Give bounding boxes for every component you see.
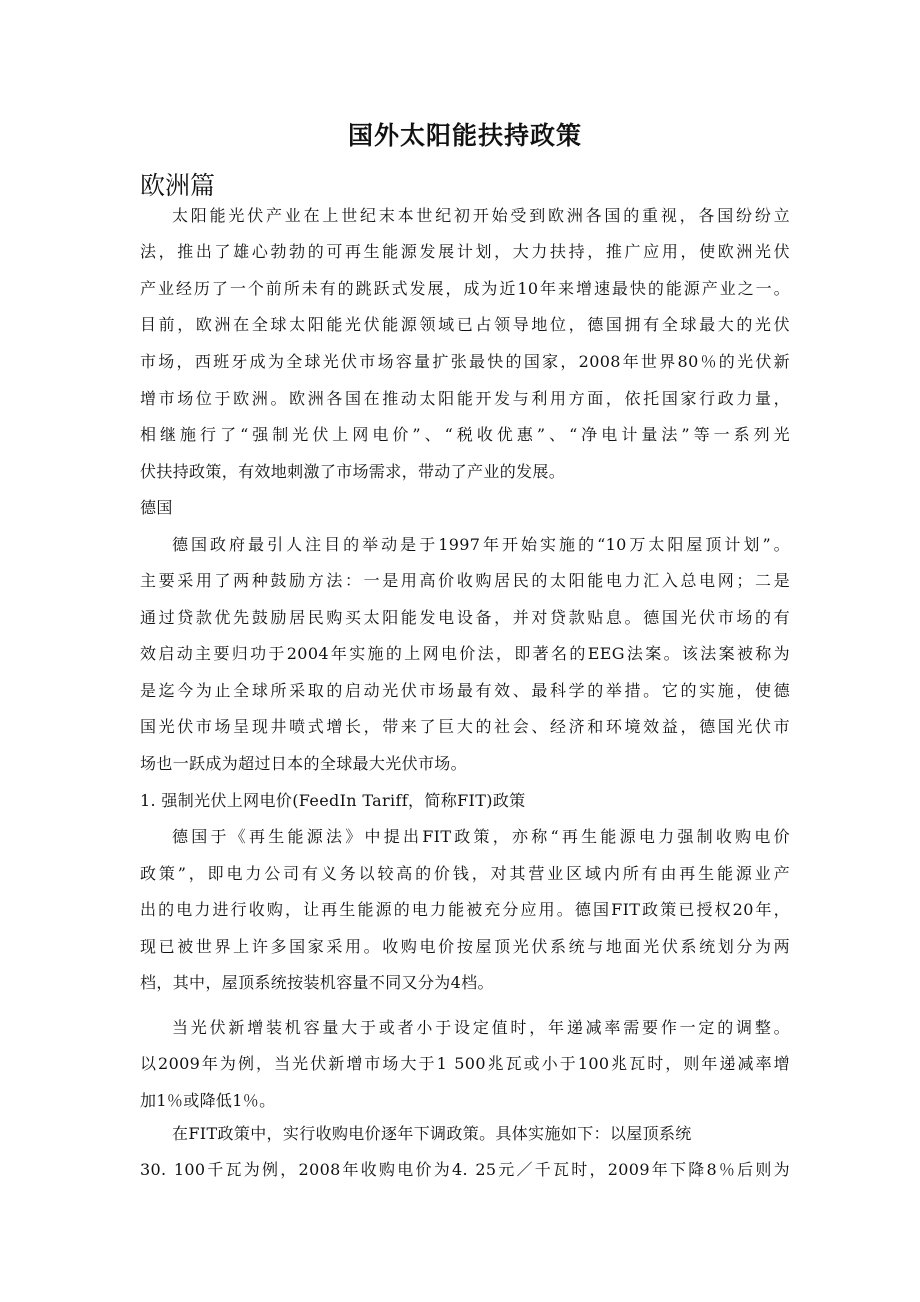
paragraph-line: 国光伏市场呈现井喷式增长，带来了巨大的社会、经济和环境效益，德国光伏市 xyxy=(140,717,790,736)
subheading-fit-policy: 1. 强制光伏上网电价(FeedIn Tariff，简称FIT)政策 xyxy=(140,791,526,810)
paragraph-line: 产业经历了一个前所未有的跳跃式发展，成为近10年来增速最快的能源产业之一。 xyxy=(140,279,790,298)
paragraph-line: 增市场位于欧洲。欧洲各国在推动太阳能开发与利用方面，依托国家行政力量， xyxy=(140,389,790,408)
paragraph-line: 德国政府最引人注目的举动是于1997年开始实施的“10万太阳屋顶计划”。 xyxy=(172,535,790,554)
paragraph-line: 德国于《再生能源法》中提出FIT政策，亦称“再生能源电力强制收购电价 xyxy=(172,827,790,846)
paragraph-line: 档，其中，屋顶系统按装机容量不同又分为4档。 xyxy=(140,973,494,992)
paragraph-line: 出的电力进行收购，让再生能源的电力能被充分应用。德国FIT政策已授权20年， xyxy=(140,900,790,919)
paragraph-line: 以2009年为例，当光伏新增市场大于1 500兆瓦或小于100兆瓦时，则年递减率增 xyxy=(140,1054,790,1073)
paragraph-line: 太阳能光伏产业在上世纪末本世纪初开始受到欧洲各国的重视，各国纷纷立 xyxy=(172,206,790,225)
paragraph-line: 法，推出了雄心勃勃的可再生能源发展计划，大力扶持，推广应用，使欧洲光伏 xyxy=(140,242,790,261)
paragraph-line: 效启动主要归功于2004年实施的上网电价法，即著名的EEG法案。该法案被称为 xyxy=(140,644,790,663)
paragraph-line: 30. 100千瓦为例，2008年收购电价为4. 25元／千瓦时，2009年下降8％后则为 xyxy=(140,1160,790,1179)
paragraph-line: 市场，西班牙成为全球光伏市场容量扩张最快的国家，2008年世界80％的光伏新 xyxy=(140,352,790,371)
paragraph-line: 伏扶持政策，有效地刺激了市场需求，带动了产业的发展。 xyxy=(140,462,566,481)
subheading-germany: 德国 xyxy=(140,498,173,517)
paragraph-line: 加1％或降低1％。 xyxy=(140,1091,276,1110)
paragraph-line: 是迄今为止全球所采取的启动光伏市场最有效、最科学的举措。它的实施，使德 xyxy=(140,681,790,700)
paragraph-line: 通过贷款优先鼓励居民购买太阳能发电设备，并对贷款贴息。德国光伏市场的有 xyxy=(140,608,790,627)
paragraph-line: 在FIT政策中，实行收购电价逐年下调政策。具体实施如下：以屋顶系统 xyxy=(172,1124,692,1143)
document-title: 国外太阳能扶持政策 xyxy=(347,121,582,150)
paragraph-line: 现已被世界上许多国家采用。收购电价按屋顶光伏系统与地面光伏系统划分为两 xyxy=(140,937,790,956)
paragraph-line: 政策”，即电力公司有义务以较高的价钱，对其营业区域内所有由再生能源业产 xyxy=(140,864,790,883)
paragraph-line: 场也一跃成为超过日本的全球最大光伏市场。 xyxy=(140,754,468,773)
section-heading-europe: 欧洲篇 xyxy=(140,171,216,200)
paragraph-line: 目前，欧洲在全球太阳能光伏能源领域已占领导地位，德国拥有全球最大的光伏 xyxy=(140,315,790,334)
paragraph-line: 当光伏新增装机容量大于或者小于设定值时，年递减率需要作一定的调整。 xyxy=(172,1018,790,1037)
paragraph-line: 相继施行了“强制光伏上网电价”、“税收优惠”、“净电计量法”等一系列光 xyxy=(140,425,790,444)
paragraph-line: 主要采用了两种鼓励方法：一是用高价收购居民的太阳能电力汇入总电网；二是 xyxy=(140,571,790,590)
